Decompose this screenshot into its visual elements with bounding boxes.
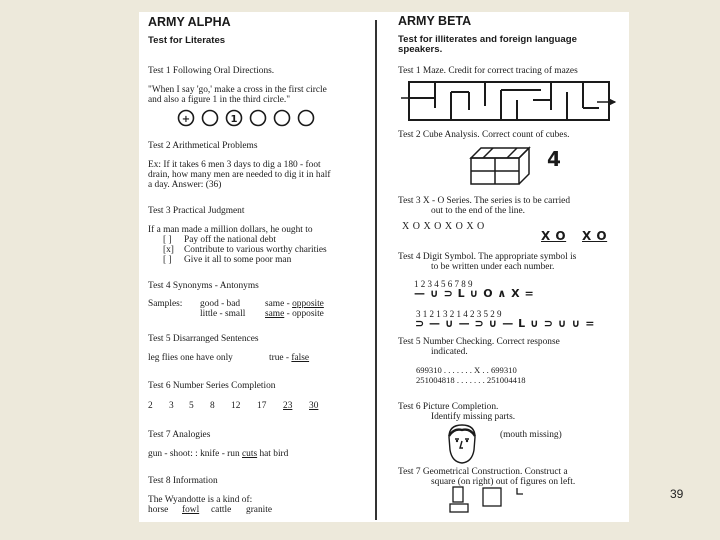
beta-test1-heading: Test 1 Maze. Credit for correct tracing of mazes <box>398 66 578 76</box>
series-number: 12 <box>231 401 241 411</box>
number-check-row-2: 251004818 . . . . . . . 251004418 <box>416 375 526 385</box>
alpha-test4-answer-1: same - opposite <box>265 299 324 309</box>
alpha-test2-line3: a day. Answer: (36) <box>148 180 222 190</box>
beta-test5-heading-2: indicated. <box>431 347 468 357</box>
face-picture <box>444 422 480 466</box>
maze-drawing <box>401 78 621 128</box>
series-number: 8 <box>210 401 215 411</box>
alpha-test4-pair-2: little - small <box>200 309 246 319</box>
alpha-test3-question: If a man made a million dollars, he ought to <box>148 225 313 235</box>
alpha-test7-heading: Test 7 Analogies <box>148 430 211 440</box>
beta-test4-heading-2: to be written under each number. <box>431 262 555 272</box>
info-option: cattle <box>211 505 232 515</box>
series-answer: 23 <box>283 401 293 411</box>
digit-test-symbols: ⊃ — ∪ — ⊃ ∪ — L ∪ ⊃ ∪ ∪ = <box>415 317 595 330</box>
alpha-title: ARMY ALPHA <box>148 15 231 29</box>
circle-2 <box>203 111 218 126</box>
digit-test-numbers: 3 1 2 1 3 2 1 4 2 3 5 2 9 <box>416 309 502 319</box>
alpha-test3-option-2: Contribute to various worthy charities <box>184 245 327 255</box>
alpha-test1-instruction: "When I say 'go,' make a cross in the first circle <box>148 85 327 95</box>
alpha-test5-heading: Test 5 Disarranged Sentences <box>148 334 259 344</box>
alpha-test4-answer-2: same - opposite <box>265 309 324 319</box>
alpha-test3-box-3: [ ] <box>163 255 172 265</box>
xo-completion: X O <box>541 229 567 243</box>
beta-test5-heading: Test 5 Number Checking. Correct response <box>398 337 560 347</box>
figure-piece <box>450 504 468 512</box>
series-answer: 30 <box>309 401 319 411</box>
alpha-test1-circles <box>177 108 327 128</box>
alpha-test3-option-1: Pay off the national debt <box>184 235 276 245</box>
beta-subtitle-2: speakers. <box>398 44 443 55</box>
alpha-test1-heading: Test 1 Following Oral Directions. <box>148 66 275 76</box>
beta-test3-heading: Test 3 X - O Series. The series is to be carried <box>398 196 571 206</box>
target-square <box>483 488 501 506</box>
alpha-test2-line2: drain, how many men are needed to dig it in half <box>148 170 331 180</box>
alpha-test1-instruction-2: and also a figure 1 in the third circle." <box>148 95 291 105</box>
beta-title: ARMY BETA <box>398 14 472 28</box>
alpha-test3-box-1: [ ] <box>163 235 172 245</box>
alpha-test4-samples-label: Samples: <box>148 299 183 309</box>
alpha-test5-sentence: leg flies one have only <box>148 353 233 363</box>
alpha-test3-option-3: Give it all to some poor man <box>184 255 292 265</box>
series-number: 17 <box>257 401 267 411</box>
beta-test4-heading: Test 4 Digit Symbol. The appropriate symbol is <box>398 252 577 262</box>
series-number: 3 <box>169 401 174 411</box>
info-option-answer: fowl <box>182 505 200 515</box>
figure-corner <box>517 488 523 494</box>
alpha-test2-line1: Ex: If it takes 6 men 3 days to dig a 180 - foot <box>148 160 321 170</box>
page-number: 39 <box>670 487 684 501</box>
beta-test2-heading: Test 2 Cube Analysis. Correct count of cubes. <box>398 130 570 140</box>
alpha-test8-heading: Test 8 Information <box>148 476 218 486</box>
number-check-row-1: 699310 . . . . . . . X . . 699310 <box>416 365 517 375</box>
digit-key-numbers: 1 2 3 4 5 6 7 8 9 <box>414 279 473 289</box>
circle-5 <box>275 111 290 126</box>
figure-piece <box>453 487 463 502</box>
alpha-test3-heading: Test 3 Practical Judgment <box>148 206 245 216</box>
circle-mark-one: 1 <box>230 114 238 125</box>
alpha-test8-question: The Wyandotte is a kind of: <box>148 495 253 505</box>
digit-key-symbols: — ∪ ⊃ L ∪ O ∧ X = <box>414 287 535 300</box>
xo-completion: X O <box>582 229 608 243</box>
alpha-test4-heading: Test 4 Synonyms - Antonyms <box>148 281 259 291</box>
alpha-test7-analogy: gun - shoot: : knife - run cuts hat bird <box>148 449 289 459</box>
alpha-test4-pair-1: good - bad <box>200 299 241 309</box>
info-option: horse <box>148 505 169 515</box>
beta-test7-heading: Test 7 Geometrical Construction. Construct a <box>398 467 568 477</box>
info-option: granite <box>246 505 273 515</box>
column-divider <box>375 20 377 520</box>
geometric-construction-figures <box>449 486 535 514</box>
circle-4 <box>251 111 266 126</box>
cube-count-answer: 4 <box>547 147 562 171</box>
beta-test7-heading-2: square (on right) out of figures on left. <box>431 477 576 487</box>
circle-mark-cross: + <box>181 114 191 125</box>
scanned-page <box>139 12 629 522</box>
series-number: 2 <box>148 401 153 411</box>
xo-series: X O X O X O X O <box>402 221 485 232</box>
cube-drawing <box>469 144 531 186</box>
alpha-test3-box-2: [x] <box>163 245 174 255</box>
alpha-test2-heading: Test 2 Arithmetical Problems <box>148 141 258 151</box>
beta-test6-heading: Test 6 Picture Completion. <box>398 402 499 412</box>
alpha-subtitle: Test for Literates <box>148 35 226 46</box>
alpha-test5-answer: true - false <box>269 353 310 363</box>
series-number: 5 <box>189 401 194 411</box>
circle-6 <box>299 111 314 126</box>
alpha-test6-heading: Test 6 Number Series Completion <box>148 381 276 391</box>
picture-completion-answer: (mouth missing) <box>500 430 562 440</box>
beta-test3-heading-2: out to the end of the line. <box>431 206 525 216</box>
beta-test6-heading-2: Identify missing parts. <box>431 412 516 422</box>
beta-subtitle: Test for illiterates and foreign language <box>398 34 577 45</box>
